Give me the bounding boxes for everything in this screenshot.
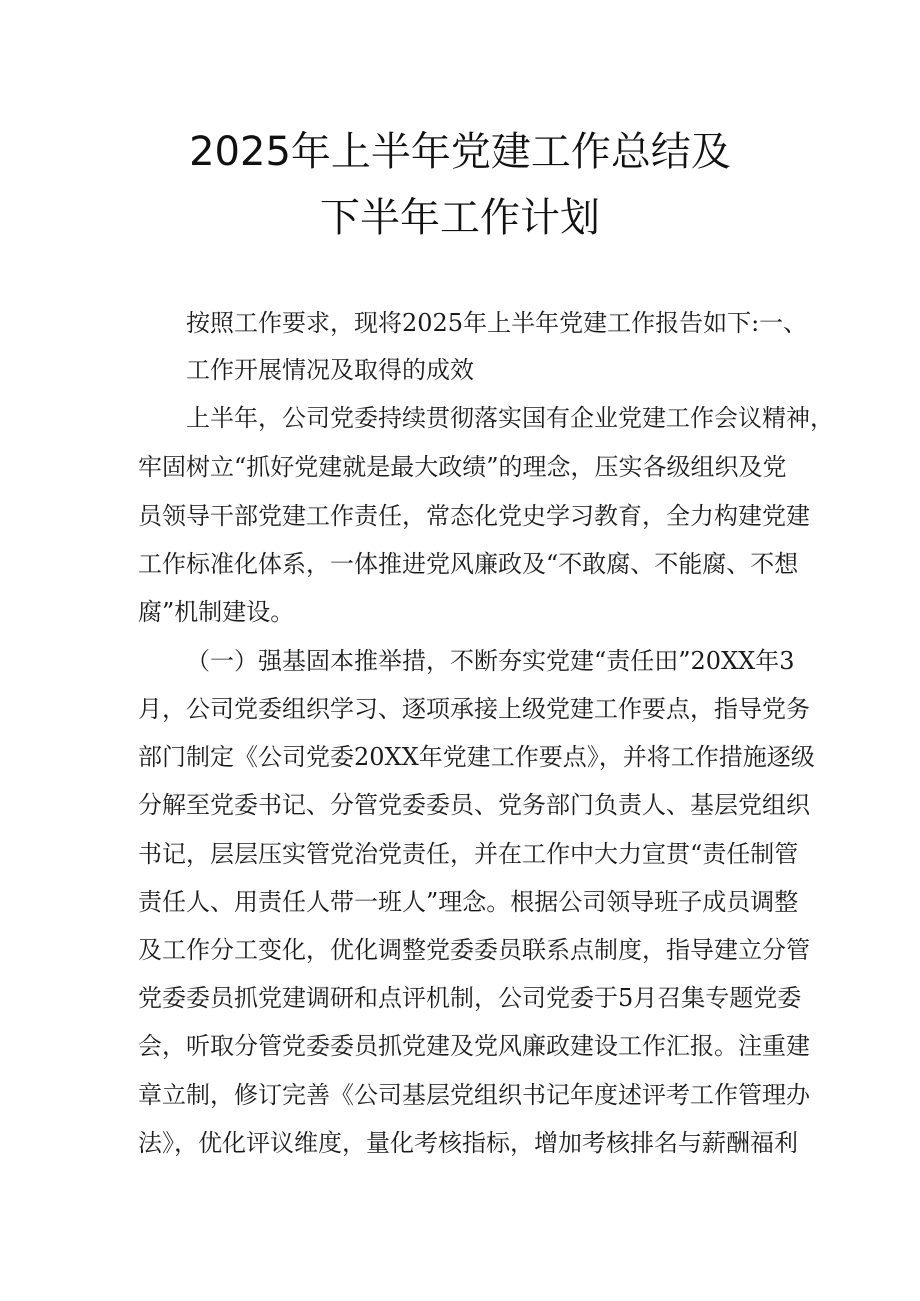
para1-line-5: 腐”机制建设。: [138, 598, 295, 626]
para1-line-4: 工作标准化体系，一体推进党风廉政及“不敢腐、不能腐、不想: [138, 550, 799, 578]
para2-line-7: 及工作分工变化，优化调整党委委员联系点制度，指导建立分管: [138, 936, 810, 964]
para2-line-4: 分解至党委书记、分管党委委员、党务部门负责人、基层党组织: [138, 791, 810, 819]
para2-line-8: 党委委员抓党建调研和点评机制，公司党委于5月召集专题党委: [138, 984, 802, 1012]
para2-line-5: 书记，层层压实管党治党责任，并在工作中大力宣贯“责任制管: [138, 840, 799, 868]
document-title-line-1: 2025年上半年党建工作总结及: [189, 129, 731, 175]
para2-line-9: 会，听取分管党委委员抓党建及党风廉政建设工作汇报。注重建: [138, 1032, 810, 1060]
para1-line-3: 员领导干部党建工作责任，常态化党史学习教育，全力构建党建: [138, 502, 810, 530]
para2-line-11: 法》，优化评议维度，量化考核指标，增加考核排名与薪酬福利: [138, 1129, 798, 1157]
para1-line-2: 牢固树立“抓好党建就是最大政绩”的理念，压实各级组织及党: [138, 453, 787, 481]
intro-line-2: 工作开展情况及取得的成效: [186, 356, 474, 384]
para2-line-10: 章立制，修订完善《公司基层党组织书记年度述评考工作管理办: [138, 1081, 810, 1109]
document-title-line-2: 下半年工作计划: [320, 195, 600, 241]
para2-line-6: 责任人、用责任人带一班人”理念。根据公司领导班子成员调整: [138, 888, 799, 916]
para2-line-3: 部门制定《公司党委20XX年党建工作要点》，并将工作措施逐级: [138, 743, 815, 771]
intro-line-1: 按照工作要求，现将2025年上半年党建工作报告如下:一、: [186, 309, 808, 337]
para2-line-1: （一）强基固本推举措，不断夯实党建“责任田”20XX年3: [186, 647, 795, 675]
para1-line-1: 上半年，公司党委持续贯彻落实国有企业党建工作会议精神，: [186, 404, 834, 432]
para2-line-2: 月，公司党委组织学习、逐项承接上级党建工作要点，指导党务: [138, 695, 810, 723]
